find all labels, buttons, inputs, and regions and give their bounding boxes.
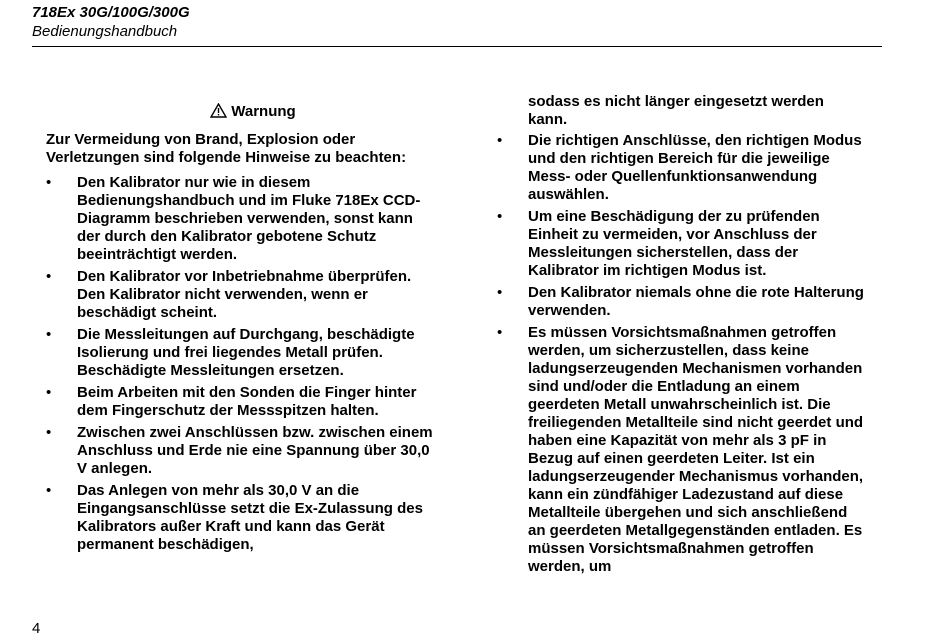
page-number: 4: [32, 620, 41, 637]
warning-intro: Zur Vermeidung von Brand, Explosion oder Verletzungen sind folgende Hinweise zu beachten:: [46, 131, 407, 166]
list-item-text: Das Anlegen von mehr als 30,0 V an die Eingangsanschlüsse setzt die Ex-Zulassung des Kalibrators außer Kraft und kann das Gerät permanent beschädigen,: [77, 482, 423, 553]
warning-list-left: [46, 174, 436, 558]
list-item: [46, 482, 436, 554]
bullet: •: [46, 268, 52, 285]
warning-triangle-icon: [210, 103, 227, 118]
list-item: [46, 326, 436, 380]
list-item: [497, 284, 867, 320]
bullet: •: [46, 174, 52, 191]
bullet: •: [46, 424, 52, 441]
list-item-text: Den Kalibrator nur wie in diesem Bedienungshandbuch und im Fluke 718Ex CCD-Diagramm beschrieben verwenden, sonst kann der durch den Kalibrator gebotene Schutz beeinträchtigt werden.: [77, 174, 421, 263]
list-item: [497, 132, 867, 204]
list-item: [46, 384, 436, 420]
warning-heading: [46, 103, 460, 121]
bullet: •: [497, 324, 503, 341]
list-item: [497, 208, 867, 280]
warning-list-right: [497, 132, 867, 580]
warning-heading-text: Warnung: [231, 103, 296, 120]
header-divider: [32, 46, 882, 47]
manual-subtitle: Bedienungshandbuch: [32, 23, 178, 40]
bullet: •: [46, 482, 52, 499]
bullet: •: [497, 284, 503, 301]
list-item-text: Beim Arbeiten mit den Sonden die Finger hinter dem Fingerschutz der Messspitzen halten.: [77, 384, 417, 419]
bullet: •: [497, 132, 503, 149]
bullet: •: [497, 208, 503, 225]
list-item: [46, 268, 436, 322]
list-item-text: Zwischen zwei Anschlüssen bzw. zwischen einem Anschluss und Erde nie eine Spannung über 30,0 V anlegen.: [77, 424, 433, 477]
manual-model-title: 718Ex 30G/100G/300G: [32, 4, 190, 21]
bullet: •: [46, 384, 52, 401]
list-item-text: Um eine Beschädigung der zu prüfenden Einheit zu vermeiden, vor Anschluss der Messleitungen sicherstellen, dass der Kalibrator im richtigen Modus ist.: [528, 208, 820, 279]
right-column-continuation: sodass es nicht länger eingesetzt werden kann.: [528, 93, 824, 128]
list-item-text: Den Kalibrator niemals ohne die rote Halterung verwenden.: [528, 284, 864, 319]
list-item: [497, 324, 867, 576]
bullet: •: [46, 326, 52, 343]
list-item-text: Den Kalibrator vor Inbetriebnahme überprüfen. Den Kalibrator nicht verwenden, wenn er beschädigt scheint.: [77, 268, 412, 321]
list-item-text: Die Messleitungen auf Durchgang, beschädigte Isolierung und frei liegendes Metall prüfen. Beschädigte Messleitungen ersetzen.: [77, 326, 415, 379]
list-item: [46, 424, 436, 478]
list-item: [46, 174, 436, 264]
list-item-text: Die richtigen Anschlüsse, den richtigen Modus und den richtigen Bereich für die jeweilige Mess- oder Quellenfunktionsanwendung auswählen.: [528, 132, 862, 203]
list-item-text: Es müssen Vorsichtsmaßnahmen getroffen werden, um sicherzustellen, dass keine ladungserzeugenden Mechanismen vorhanden sind und/oder die Entladung an einem geerdeten Metall unwahrscheinlich ist. Die freiliegenden Metallteile sind nicht geerdet und haben eine Kapazität von mehr als 3 pF in Bezug auf einen geerdeten Leiter. Ist ein ladungserzeugender Mechanismus vorhanden, kann ein zündfähiger Ladezustand auf diese Metallteile übergehen und sich anschließend an geerdeten Metallgegenständen entladen. Es müssen Vorsichtsmaßnahmen getroffen werden, um: [528, 324, 864, 575]
